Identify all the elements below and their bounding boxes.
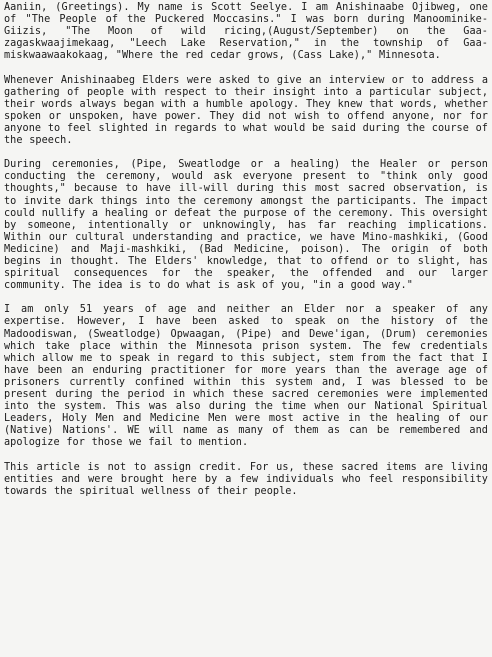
- paragraph-gap: [4, 449, 488, 461]
- paragraph-ceremonies: During ceremonies, (Pipe, Sweatlodge or a healing) the Healer or person conducting the ceremony, would ask everyone present to "think only good thoughts," because to have ill-will during this most sacred observation, is to invite dark things into the ceremony amongst the participants. The impact could nullify a healing or defeat the purpose of the ceremony. This oversight by someone, intentionally or unknowingly, has far reaching implications. Within our cultural understanding and practice, we have Mino-mashkiki, (Good Medicine) and Maji-mashkiki, (Bad Medicine, poison). The origin of both begins in thought. The Elders' knowledge, that to offend or to slight, has spiritual consequences for the speaker, the offended and our larger community. The idea is to do what is ask of you, "in a good way.": [4, 159, 488, 292]
- paragraph-gap: [4, 147, 488, 159]
- paragraph-elders-apology: Whenever Anishinaabeg Elders were asked to give an interview or to address a gathering of people with respect to their insight into a particular subject, their words always began with a humble apology. They knew that words, whether spoken or unspoken, have power. They did not wish to offend anyone, nor for anyone to feel slighted in regards to what would be said during the course of the speech.: [4, 74, 488, 147]
- paragraph-credentials: I am only 51 years of age and neither an Elder nor a speaker of any expertise. However, I have been asked to speak on the history of the Madoodiswan, (Sweatlodge) Opwaagan, (Pipe) and Dewe'igan, (Drum) ceremonies which take place within the Minnesota prison system. The few credentials which allow me to speak in regard to this subject, stem from the fact that I have been an enduring practitioner for more years than the average age of prisoners currently confined within this system and, I was blessed to be present during the period in which these sacred ceremonies were implemented into the system. This was also during the time when our National Spiritual Leaders, Holy Men and Medicine Men were most active in the healing of our (Native) Nations'. WE will name as many of them as can be remembered and apologize for those we fail to mention.: [4, 304, 488, 449]
- paragraph-gap: [4, 62, 488, 74]
- paragraph-purpose: This article is not to assign credit. For us, these sacred items are living entities and were brought here by a few individuals who feel responsibility towards the spiritual wellness of their people.: [4, 461, 488, 497]
- paragraph-gap: [4, 292, 488, 304]
- paragraph-introduction: Aaniin, (Greetings). My name is Scott Seelye. I am Anishinaabe Ojibweg, one of "The People of the Puckered Moccasins." I was born during Manoominike-Giizis, "The Moon of wild ricing,(August/September) on the Gaa-zagaskwaajimekaag, "Leech Lake Reservation," in the township of Gaa-miskwaawaakokaag, "Where the red cedar grows, (Cass Lake)," Minnesota.: [4, 2, 488, 62]
